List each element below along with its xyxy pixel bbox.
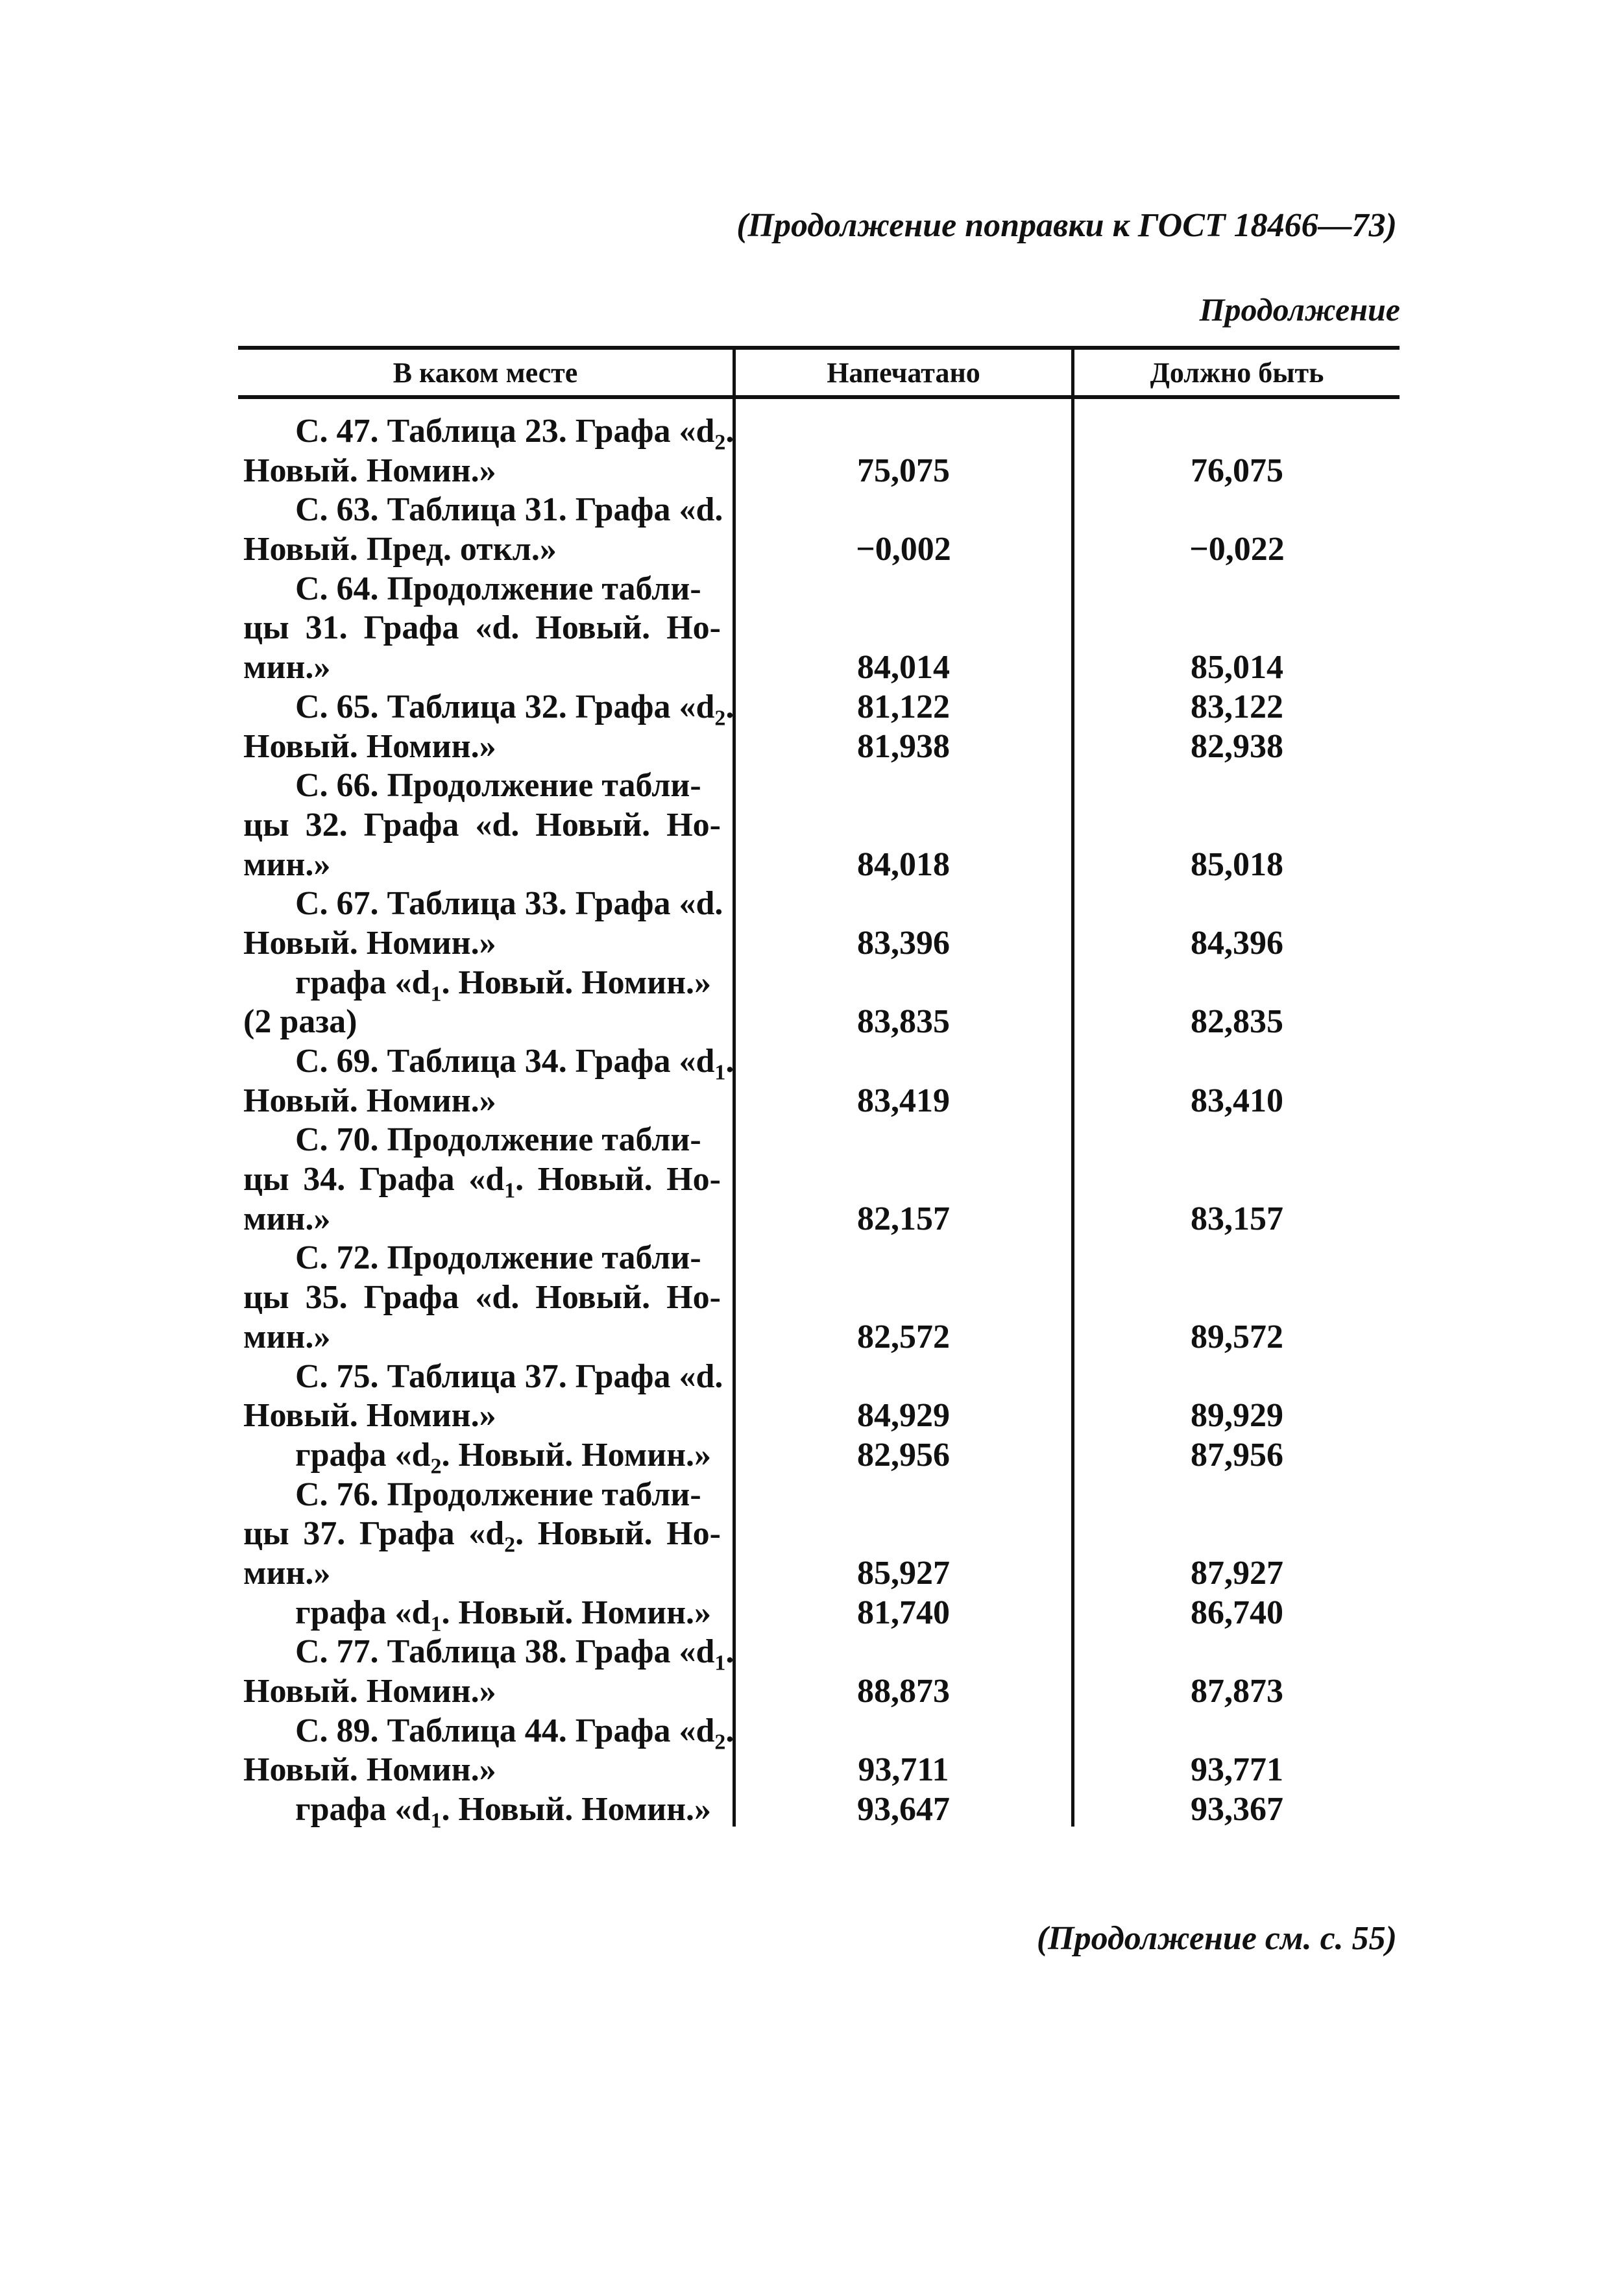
printed-value: 82,157 bbox=[857, 1200, 950, 1237]
should-be-value: 93,771 bbox=[1191, 1751, 1283, 1789]
should-be-value: 82,938 bbox=[1191, 727, 1283, 765]
location-line: Новый. Номин.» bbox=[243, 1673, 496, 1710]
should-be-value: 85,018 bbox=[1191, 845, 1283, 883]
location-line: Новый. Номин.» bbox=[243, 1397, 496, 1435]
location-line: цы 34. Графа «$d_1$. Новый. Но- bbox=[243, 1161, 721, 1203]
should-be-value: 84,396 bbox=[1191, 924, 1283, 962]
should-be-value bbox=[1074, 1514, 1400, 1554]
location-line: Новый. Номин.» bbox=[243, 1082, 496, 1119]
should-be-value: 86,740 bbox=[1191, 1594, 1283, 1631]
printed-value: 83,396 bbox=[857, 924, 950, 962]
printed-value bbox=[736, 884, 1071, 924]
should-be-value: 93,367 bbox=[1191, 1791, 1283, 1828]
printed-value: −0,002 bbox=[856, 531, 951, 568]
printed-value bbox=[736, 1239, 1071, 1278]
should-be-value bbox=[1074, 1633, 1400, 1672]
location-line: Новый. Номин.» bbox=[243, 727, 496, 765]
location-line: С. 76. Продолжение табли- bbox=[295, 1476, 701, 1513]
should-be-value bbox=[1074, 1160, 1400, 1200]
should-be-value: −0,022 bbox=[1189, 531, 1285, 568]
location-line: графа «$d_2$. Новый. Номин.» bbox=[295, 1436, 712, 1479]
should-be-value bbox=[1074, 1121, 1400, 1160]
printed-value: 84,014 bbox=[857, 649, 950, 686]
printed-value bbox=[736, 1357, 1071, 1397]
header-should-be: Должно быть bbox=[1071, 350, 1400, 395]
printed-value: 81,740 bbox=[857, 1594, 950, 1631]
location-line: С. 66. Продолжение табли- bbox=[295, 767, 701, 805]
should-be-value bbox=[1074, 766, 1400, 806]
printed-value bbox=[736, 1712, 1071, 1751]
location-line: (2 раза) bbox=[243, 1003, 358, 1041]
printed-value bbox=[736, 806, 1071, 845]
location-line: мин.» bbox=[243, 1318, 331, 1355]
should-be-value: 89,572 bbox=[1191, 1318, 1283, 1355]
printed-value: 81,938 bbox=[857, 727, 950, 765]
printed-value: 82,572 bbox=[857, 1318, 950, 1355]
should-be-value bbox=[1074, 570, 1400, 609]
should-be-value: 87,873 bbox=[1191, 1673, 1283, 1710]
location-line: С. 65. Таблица 32. Графа «$d_2$. bbox=[295, 688, 734, 731]
printed-value: 88,873 bbox=[857, 1673, 950, 1710]
should-be-value bbox=[1074, 806, 1400, 845]
printed-value: 93,647 bbox=[857, 1791, 950, 1828]
location-line: мин.» bbox=[243, 845, 331, 883]
location-line: графа «$d_1$. Новый. Номин.» bbox=[295, 1791, 712, 1833]
running-head: (Продолжение поправки к ГОСТ 18466—73) bbox=[736, 207, 1397, 244]
printed-value bbox=[736, 964, 1071, 1003]
location-line: цы 35. Графа «d. Новый. Но- bbox=[243, 1279, 721, 1317]
should-be-value: 83,122 bbox=[1191, 688, 1283, 725]
should-be-value: 87,956 bbox=[1191, 1436, 1283, 1474]
printed-value bbox=[736, 412, 1071, 452]
printed-value bbox=[736, 1514, 1071, 1554]
printed-value: 83,835 bbox=[857, 1003, 950, 1041]
location-column bbox=[238, 399, 734, 1833]
printed-value: 81,122 bbox=[857, 688, 950, 725]
should-be-value bbox=[1074, 964, 1400, 1003]
printed-value: 83,419 bbox=[857, 1082, 950, 1119]
printed-value bbox=[736, 766, 1071, 806]
location-line: мин.» bbox=[243, 1200, 331, 1237]
should-be-value: 76,075 bbox=[1191, 452, 1283, 489]
should-be-value bbox=[1074, 1239, 1400, 1278]
printed-value: 82,956 bbox=[857, 1436, 950, 1474]
printed-value: 85,927 bbox=[857, 1554, 950, 1592]
should-be-value: 83,410 bbox=[1191, 1082, 1283, 1119]
should-be-value: 82,835 bbox=[1191, 1003, 1283, 1041]
should-be-value: 89,929 bbox=[1191, 1397, 1283, 1435]
location-line: С. 64. Продолжение табли- bbox=[295, 570, 701, 607]
location-line: С. 70. Продолжение табли- bbox=[295, 1121, 701, 1159]
corrections-table bbox=[238, 346, 1400, 1833]
should-be-column bbox=[1071, 399, 1400, 1827]
location-line: Новый. Номин.» bbox=[243, 452, 496, 489]
printed-value bbox=[736, 1633, 1071, 1672]
location-line: С. 47. Таблица 23. Графа «$d_2$. bbox=[295, 413, 734, 455]
should-be-value bbox=[1074, 491, 1400, 530]
printed-value bbox=[736, 1042, 1071, 1082]
header-location: В каком месте bbox=[393, 356, 578, 389]
continuation-label: Продолжение bbox=[1199, 291, 1400, 328]
should-be-value bbox=[1074, 1042, 1400, 1082]
location-line: Новый. Номин.» bbox=[243, 1751, 496, 1789]
printed-value bbox=[736, 1160, 1071, 1200]
should-be-value bbox=[1074, 884, 1400, 924]
should-be-value bbox=[1074, 1476, 1400, 1515]
location-line: С. 63. Таблица 31. Графа «d. bbox=[295, 491, 723, 529]
printed-column bbox=[733, 399, 1071, 1827]
should-be-value bbox=[1074, 1357, 1400, 1397]
should-be-value: 83,157 bbox=[1191, 1200, 1283, 1237]
should-be-value: 85,014 bbox=[1191, 649, 1283, 686]
printed-value bbox=[736, 491, 1071, 530]
printed-value: 84,929 bbox=[857, 1397, 950, 1435]
should-be-value bbox=[1074, 1278, 1400, 1318]
table-body bbox=[238, 399, 1400, 1833]
location-line: цы 37. Графа «$d_2$. Новый. Но- bbox=[243, 1515, 721, 1557]
printed-value bbox=[736, 1121, 1071, 1160]
printed-value bbox=[736, 609, 1071, 648]
location-line: цы 31. Графа «d. Новый. Но- bbox=[243, 609, 721, 647]
location-line: Новый. Пред. откл.» bbox=[243, 531, 557, 568]
should-be-value bbox=[1074, 1712, 1400, 1751]
location-line: С. 69. Таблица 34. Графа «$d_1$. bbox=[295, 1043, 734, 1085]
location-line: мин.» bbox=[243, 1554, 331, 1592]
table-header-row bbox=[238, 350, 1400, 395]
printed-value: 93,711 bbox=[858, 1751, 949, 1789]
location-line: графа «$d_1$. Новый. Номин.» bbox=[295, 1594, 712, 1636]
printed-value bbox=[736, 1476, 1071, 1515]
location-line: мин.» bbox=[243, 649, 331, 686]
location-line: цы 32. Графа «d. Новый. Но- bbox=[243, 806, 721, 844]
printed-value: 84,018 bbox=[857, 845, 950, 883]
location-line: Новый. Номин.» bbox=[243, 924, 496, 962]
location-line: С. 77. Таблица 38. Графа «$d_1$. bbox=[295, 1633, 734, 1675]
should-be-value bbox=[1074, 412, 1400, 452]
location-line: С. 67. Таблица 33. Графа «d. bbox=[295, 885, 723, 923]
location-line: С. 72. Продолжение табли- bbox=[295, 1239, 701, 1277]
location-line: С. 89. Таблица 44. Графа «$d_2$. bbox=[295, 1712, 734, 1755]
header-printed: Напечатано bbox=[733, 350, 1071, 395]
footer-note: (Продолжение см. с. 55) bbox=[1036, 1920, 1397, 1957]
should-be-value: 87,927 bbox=[1191, 1554, 1283, 1592]
printed-value bbox=[736, 1278, 1071, 1318]
printed-value: 75,075 bbox=[857, 452, 950, 489]
should-be-value bbox=[1074, 609, 1400, 648]
printed-value bbox=[736, 570, 1071, 609]
location-line: графа «$d_1$. Новый. Номин.» bbox=[295, 964, 712, 1006]
location-line: С. 75. Таблица 37. Графа «d. bbox=[295, 1357, 723, 1395]
